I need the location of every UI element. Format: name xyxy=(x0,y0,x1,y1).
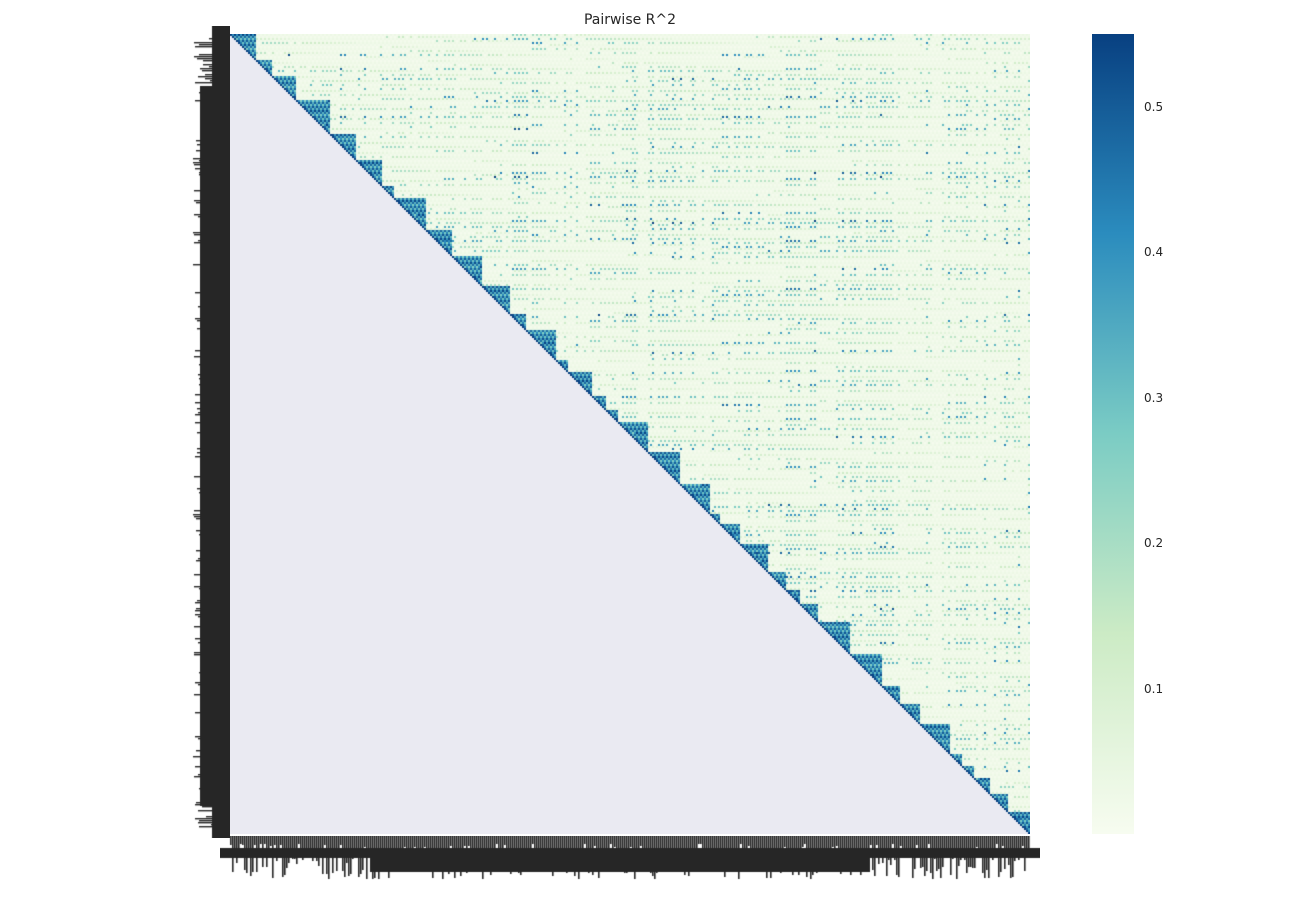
heatmap-cells xyxy=(230,34,1030,834)
colorbar-tick-label: 0.5 xyxy=(1144,99,1164,114)
colorbar-tick-label: 0.2 xyxy=(1144,536,1164,551)
chart-title: Pairwise R^2 xyxy=(583,12,677,28)
colorbar-gradient xyxy=(1092,34,1134,834)
colorbar-tick-label: 0.3 xyxy=(1144,390,1164,405)
x-tick-labels xyxy=(220,836,1040,888)
colorbar xyxy=(1092,34,1134,834)
colorbar-tick-label: 0.1 xyxy=(1144,681,1164,696)
y-tick-labels xyxy=(176,26,230,838)
colorbar-tick-label: 0.4 xyxy=(1144,245,1164,260)
